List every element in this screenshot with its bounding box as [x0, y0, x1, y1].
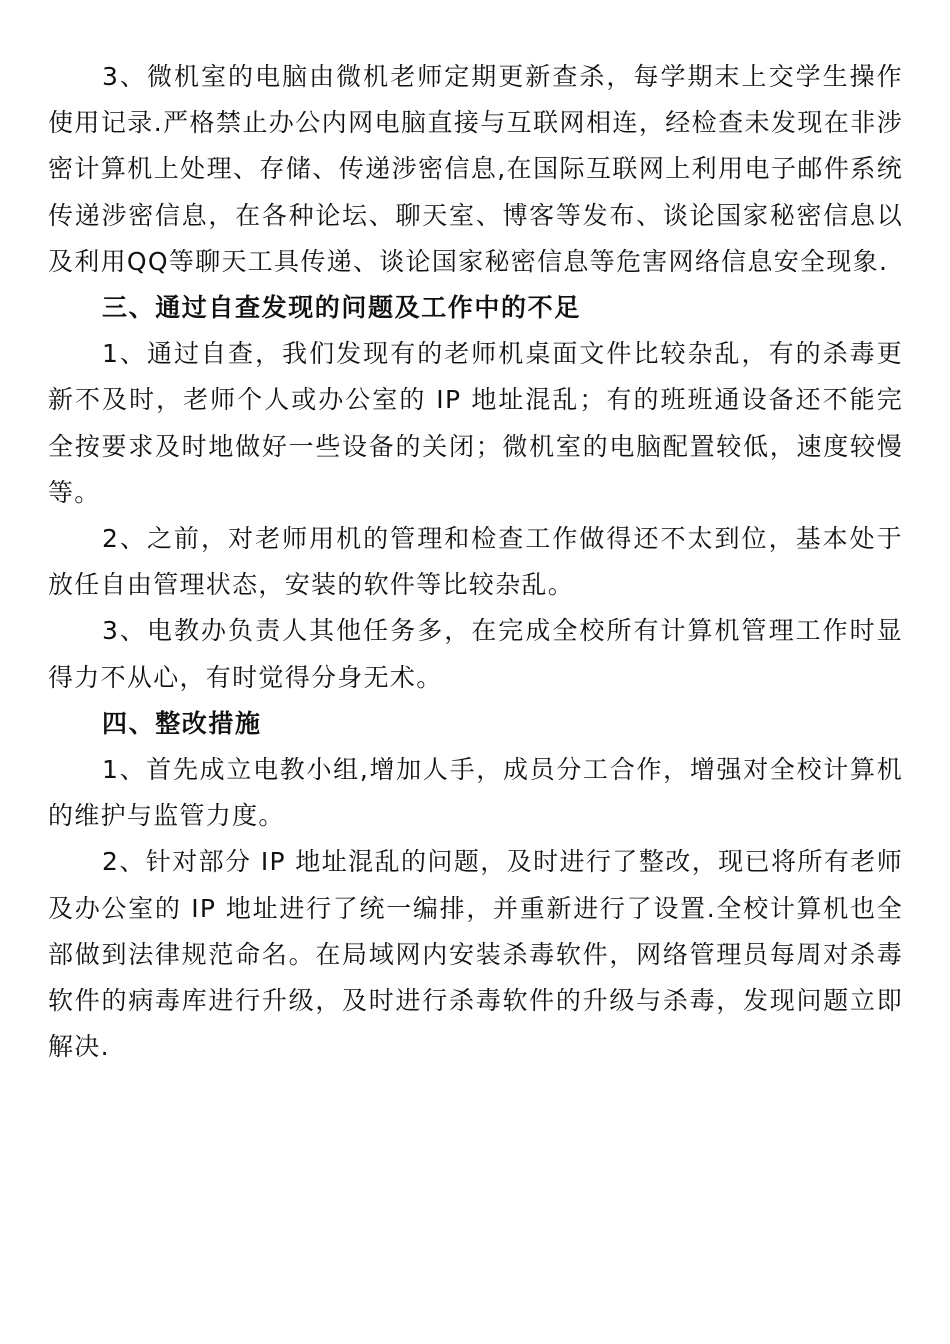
- paragraph-measure-1: 1、首先成立电教小组,增加人手，成员分工合作，增强对全校计算机的维护与监管力度。: [48, 755, 903, 831]
- paragraph-problem-2: 2、之前，对老师用机的管理和检查工作做得还不太到位，基本处于放任自由管理状态，安装的软件等比较杂乱。: [48, 524, 903, 600]
- paragraph-computer-lab-rules: 3、微机室的电脑由微机老师定期更新查杀，每学期末上交学生操作使用记录.严格禁止办公内网电脑直接与互联网相连，经检查未发现在非涉密计算机上处理、存储、传递涉密信息,在国际互联网上利用电子邮件系统传递涉密信息，在各种论坛、聊天室、博客等发布、谈论国家秘密信息以及利用QQ等聊天工具传递、谈论国家秘密信息等危害网络信息安全现象.: [48, 62, 903, 276]
- paragraph-problem-3: 3、电教办负责人其他任务多，在完成全校所有计算机管理工作时显得力不从心，有时觉得分身无术。: [48, 616, 903, 692]
- document-body: [48, 54, 903, 1070]
- paragraph-problem-1: 1、通过自查，我们发现有的老师机桌面文件比较杂乱，有的杀毒更新不及时，老师个人或办公室的 IP 地址混乱；有的班班通设备还不能完全按要求及时地做好一些设备的关闭；微机室的电脑配置较低，速度较慢等。: [48, 339, 903, 507]
- section-heading-rectification: 四、整改措施: [102, 708, 262, 738]
- paragraph-measure-2: 2、针对部分 IP 地址混乱的问题，及时进行了整改，现已将所有老师及办公室的 IP 地址进行了统一编排，并重新进行了设置.全校计算机也全部做到法律规范命名。在局域网内安装杀毒软件，网络管理员每周对杀毒软件的病毒库进行升级，及时进行杀毒软件的升级与杀毒，发现问题立即解决.: [48, 847, 903, 1062]
- section-heading-problems: 三、通过自查发现的问题及工作中的不足: [102, 293, 581, 323]
